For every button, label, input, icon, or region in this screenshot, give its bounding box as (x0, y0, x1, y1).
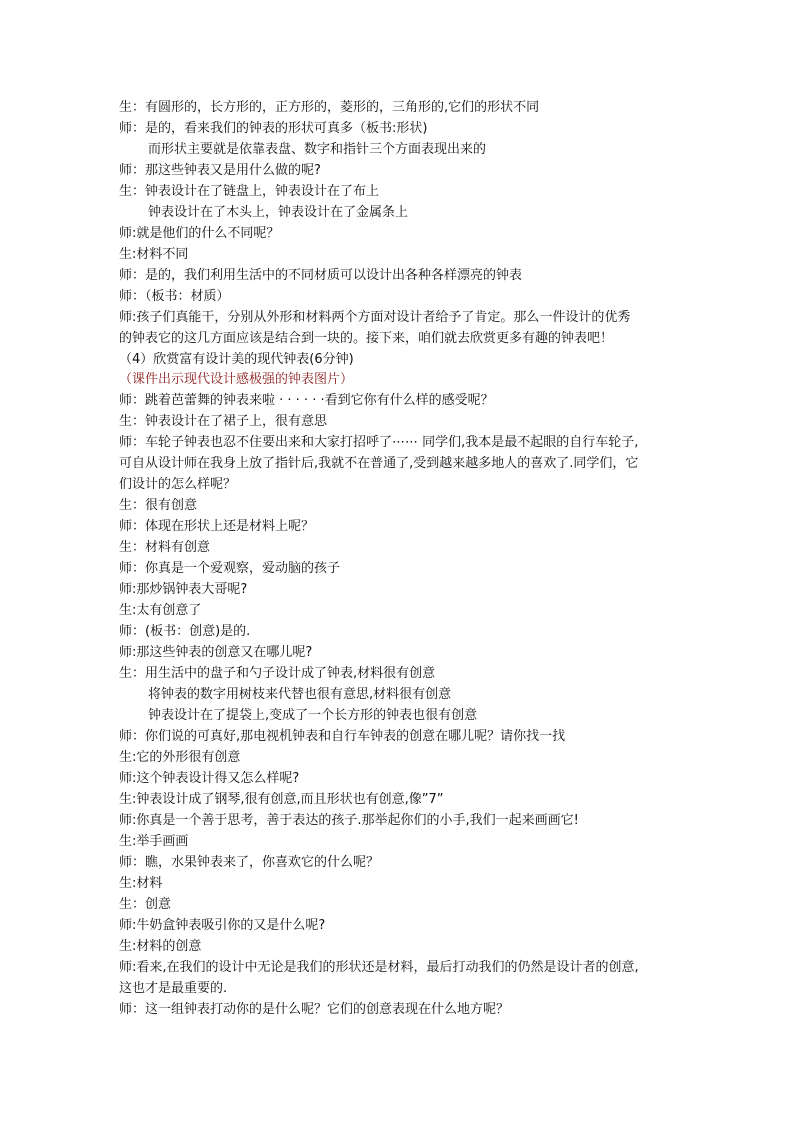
section-heading: （4）欣赏富有设计美的现代钟表(6分钟) (119, 352, 354, 367)
text-line: 师：是的，看来我们的钟表的形状可真多（板书:形状) (119, 121, 428, 136)
text-line: 师：车轮子钟表也忍不住要出来和大家打招呼了⋯⋯ 同学们,我本是最不起眼的自行车轮子, (119, 435, 639, 450)
text-line: 师：体现在形状上还是材料上呢？ (119, 519, 315, 534)
text-line: 生：材料有创意 (119, 540, 211, 555)
text-line: 这也才是最重要的. (119, 981, 228, 996)
text-line: 师：瞧，水果钟表来了，你喜欢它的什么呢？ (119, 855, 380, 870)
text-line: 生:材料 (119, 876, 163, 891)
courseware-note: （课件出示现代设计感极强的钟表图片） (119, 372, 354, 387)
text-line: 师:看来,在我们的设计中无论是我们的形状还是材料，最后打动我们的仍然是设计者的创意, (119, 960, 639, 975)
text-line: 生:太有创意了 (119, 603, 202, 618)
text-line: 师：你们说的可真好,那电视机钟表和自行车钟表的创意在哪儿呢？请你找一找 (119, 729, 566, 744)
text-line: 师：是的，我们利用生活中的不同材质可以设计出各种各样漂亮的钟表 (119, 268, 523, 283)
text-line: 的钟表它的这几方面应该是结合到一块的。接下来，咱们就去欣赏更多有趣的钟表吧！ (119, 331, 614, 346)
text-line: 师：跳着芭蕾舞的钟表来啦 · · · · · ·看到它你有什么样的感受呢？ (119, 393, 494, 408)
text-line: 师：那这些钟表又是用什么做的呢? (119, 163, 321, 178)
text-line: 生：很有创意 (119, 498, 198, 513)
text-line: 将钟表的数字用树枝来代替也很有意思,材料很有创意 (148, 687, 452, 702)
text-line: 钟表设计在了提袋上,变成了一个长方形的钟表也很有创意 (148, 708, 478, 723)
text-line: 师:孩子们真能干，分别从外形和材料两个方面对设计者给予了肯定。那么一件设计的优秀 (119, 310, 631, 325)
text-line: 生：创意 (119, 897, 172, 912)
text-line: 生:它的外形很有创意 (119, 750, 241, 765)
text-line: 而形状主要就是依靠表盘、数字和指针三个方面表现出来的 (148, 142, 487, 157)
text-line: 生：有圆形的，长方形的，正方形的，菱形的，三角形的,它们的形状不同 (119, 100, 540, 115)
text-line: 师:这个钟表设计得又怎么样呢? (119, 771, 300, 786)
text-line: 师：(板书：创意)是的. (119, 624, 251, 639)
text-line: 可自从设计师在我身上放了指针后,我就不在普通了,受到越来越多地人的喜欢了.同学们，它 (119, 456, 639, 471)
text-line: 师:那这些钟表的创意又在哪儿呢? (119, 645, 313, 660)
text-line: 生：钟表设计在了链盘上，钟表设计在了布上 (119, 184, 380, 199)
text-line: 们设计的怎么样呢？ (119, 477, 237, 492)
text-line: 生:举手画画 (119, 834, 189, 849)
text-line: 师：你真是一个爱观察，爱动脑的孩子 (119, 561, 341, 576)
text-line: 师：这一组钟表打动你的是什么呢？它们的创意表现在什么地方呢？ (119, 1002, 510, 1017)
text-line: 生：用生活中的盘子和勺子设计成了钟表,材料很有创意 (119, 666, 436, 681)
text-line: 生:钟表设计成了钢琴,很有创意,而且形状也有创意,像”7” (119, 792, 444, 807)
text-line: 师:那炒锅钟表大哥呢? (119, 582, 248, 597)
text-line: 生:材料的创意 (119, 939, 202, 954)
text-line: 生:材料不同 (119, 247, 189, 262)
text-line: 师:牛奶盒钟表吸引你的又是什么呢? (119, 918, 326, 933)
text-line: 师:就是他们的什么不同呢？ (119, 226, 280, 241)
text-line: 生：钟表设计在了裙子上，很有意思 (119, 414, 328, 429)
text-line: 师:你真是一个善于思考，善于表达的孩子.那举起你们的小手,我们一起来画画它! (119, 813, 579, 828)
text-line: 钟表设计在了木头上，钟表设计在了金属条上 (148, 205, 409, 220)
text-line: 师：（板书：材质） (119, 289, 230, 304)
